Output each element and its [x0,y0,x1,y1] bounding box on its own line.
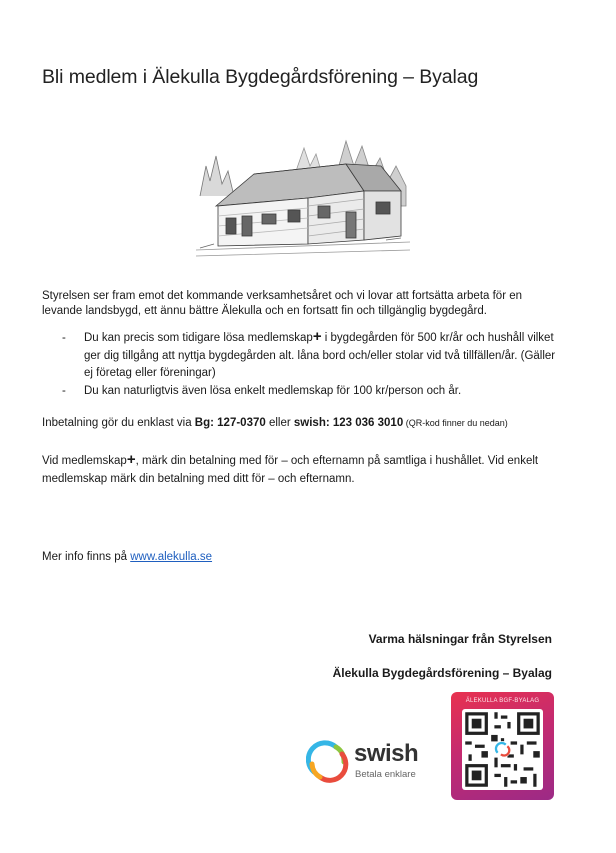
page-title: Bli medlem i Älekulla Bygdegårdsförening – Byalag [42,66,479,88]
membership-note [42,452,562,488]
intro-paragraph: Styrelsen ser fram emot det kommande verksamhetsåret och vi lovar att fortsätta arbeta för en levande landsbygd, ett ännu bättre Älekulla och en fortsatt fin och tillgänglig bygdegård. [42,290,523,317]
bullet-text: Du kan naturligtvis även lösa enkelt medlemskap för 100 kr/person och år. [84,384,462,397]
swish-wordmark: swish [354,740,419,767]
list-item [62,330,562,383]
bygdegard-house-illustration [196,136,410,258]
qr-note: (QR-kod finner du nedan) [403,418,508,428]
website-link[interactable]: www.alekulla.se [130,551,213,563]
swish-number: swish: 123 036 3010 [293,417,404,429]
note-pre: Vid medlemskap [42,455,127,467]
payment-prefix: Inbetalning gör du enklast via [42,417,195,429]
more-info-prefix: Mer info finns på [42,551,131,563]
greeting-line: Varma hälsningar från Styrelsen [368,632,552,646]
bullet-text-post: i bygdegården för 500 kr/år och hushåll vilket ger dig tillgång att nyttja bygdegården alt. låna bord och/eller stolar vid två tillfällen/år. (Gäller ej företag eller föreningar) [84,332,556,379]
bullet-dash: - [62,332,66,344]
payment-middle: eller [265,417,294,429]
plus-icon: + [312,328,322,345]
swish-qr-card [451,692,554,800]
qr-card-label: ÄLEKULLA BGF-BYALAG [465,698,540,704]
payment-info [42,416,602,431]
membership-options-list [62,330,562,400]
qr-code [462,709,543,790]
bullet-dash: - [62,384,66,397]
swish-logo [304,738,434,786]
organization-name: Älekulla Bygdegårdsförening – Byalag [332,666,552,680]
swish-tagline: Betala enklare [355,769,416,780]
note-post: , märk din betalning med för – och efternamn på samtliga i hushållet. Vid enkelt medlemskap märk din betalning med ditt för – och efternamn. [42,455,539,485]
more-info [42,550,212,565]
plus-icon: + [126,451,136,468]
bankgiro-number: Bg: 127-0370 [194,417,266,429]
qr-code-icon [462,709,543,790]
swish-logo-icon [306,740,350,784]
list-item [62,383,562,401]
bullet-text-pre: Du kan precis som tidigare lösa medlemskap [84,332,313,344]
